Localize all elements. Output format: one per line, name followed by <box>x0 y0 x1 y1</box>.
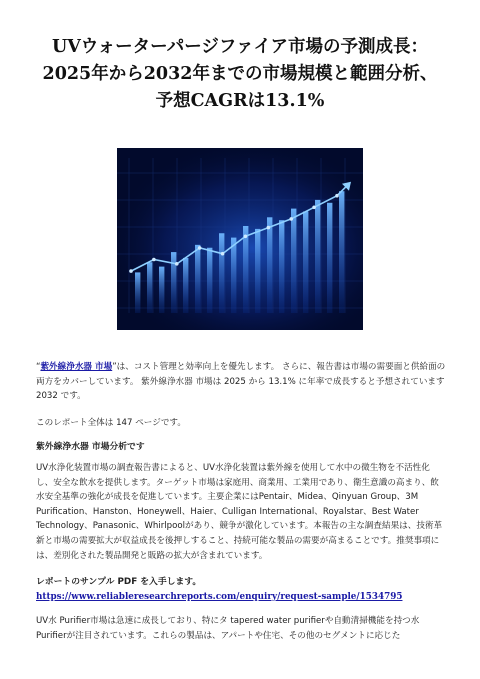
hero-bar <box>267 217 272 313</box>
hero-trend-point <box>175 262 179 266</box>
hero-trend-point <box>289 217 293 221</box>
intro-text: ”は、コスト管理と効率向上を優先します。 さらに、報告書は市場の需要面と供給面の両方をカバーしています。 紫外線浄水器 市場は 2025 から 13.1% に年率で成長すると予想されています2032 です。 <box>36 362 446 402</box>
hero-bar <box>327 203 332 313</box>
hero-image <box>117 148 363 330</box>
page-title: UVウォーターパージファイア市場の予測成長：2025年から2032年までの市場規模と範囲分析、予想CAGRは13.1% <box>42 37 438 111</box>
hero-bar <box>255 229 260 313</box>
hero-trend-point <box>335 194 339 198</box>
hero-trend-point <box>129 269 133 273</box>
hero-bar <box>183 258 188 313</box>
hero-bar <box>339 191 344 313</box>
hero-bar <box>171 252 176 313</box>
hero-trend-point <box>221 252 225 256</box>
hero-bar <box>291 209 296 313</box>
page-count-text: このレポート全体は 147 ページです。 <box>36 418 186 428</box>
hero-trend-point <box>312 206 316 210</box>
hero-bar <box>147 262 152 313</box>
intro-paragraph <box>36 360 446 404</box>
hero-bar <box>243 226 248 313</box>
closing-paragraph: UV水 Purifier市場は急速に成長しており、特にタ tapered water purifierや自動清掃機能を持つ水Purifierが注目されています。これらの製品は、アパートや住宅、その他のセグメントに応じた <box>36 616 420 641</box>
growth-chart-illustration-icon <box>117 148 363 330</box>
hero-bar <box>279 220 284 313</box>
analysis-paragraph: UV水浄化装置市場の調査報告書によると、UV水浄化装置は紫外線を使用して水中の微生物を不活性化し、安全な飲水を提供します。ターゲット市場は家庭用、商業用、工業用であり、衛生意識の高まり、飲水安全基準の強化が成長を促進しています。主要企業にはPentair、Midea、Qinyuan Group、3M Purification、Hanston、Honeywell、Haier、Culligan International、Royalstar、Best Water Technology、Panasonic、Whirlpoolがあり、競争が激化しています。本報告の主な調査結果は、技術革新と市場の需要拡大が収益成長を後押しすること、持続可能な製品の需要が高まることです。推奨事項には、差別化された製品開発と販路の拡大が含まれています。 <box>36 463 443 561</box>
hero-trend-point <box>152 258 156 262</box>
open-quote: “ <box>36 362 41 372</box>
section-heading: 紫外線浄水器 市場分析です <box>36 442 145 452</box>
sample-request <box>36 575 446 605</box>
hero-bar <box>159 267 164 313</box>
sample-link[interactable]: https://www.reliableresearchreports.com/enquiry/request-sample/1534795 <box>36 592 403 602</box>
hero-bar <box>315 200 320 313</box>
hero-trend-point <box>198 246 202 250</box>
hero-bar <box>207 248 212 313</box>
hero-bar <box>303 212 308 314</box>
hero-bar <box>195 245 200 313</box>
market-keyword-link[interactable]: 紫外線浄水器 市場 <box>40 362 113 372</box>
hero-bar <box>135 272 140 313</box>
sample-label: レポートのサンプル PDF を入手します。 <box>36 577 202 587</box>
hero-trend-point <box>267 226 271 230</box>
hero-bar <box>231 238 236 313</box>
hero-bar <box>219 233 224 313</box>
hero-trend-point <box>244 235 248 239</box>
